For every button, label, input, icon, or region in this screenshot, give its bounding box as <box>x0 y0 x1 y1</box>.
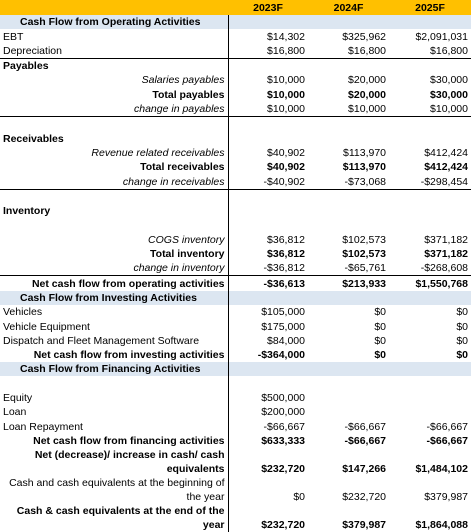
value-cell-2024F: $102,573 <box>342 233 386 246</box>
value-cell-2025F: -$66,667 <box>426 420 468 433</box>
row-label: Salaries payables <box>141 74 225 87</box>
value-cell-2025F <box>389 391 471 405</box>
value-cell-2023F: $36,812 <box>228 232 308 246</box>
table-row <box>0 102 471 117</box>
value-cell-2025F <box>389 376 471 390</box>
row-label: change in inventory <box>0 261 228 276</box>
row-label: Equity <box>3 392 33 405</box>
table-row <box>0 334 471 348</box>
value-cell-2025F: $1,864,088 <box>415 518 468 531</box>
value-cell-2025F: -$298,454 <box>389 174 471 189</box>
table-row <box>0 376 471 390</box>
value-cell-2025F <box>389 218 471 232</box>
row-label: Net cash flow from investing activities <box>33 349 225 362</box>
value-cell-2023F: $500,000 <box>228 391 308 405</box>
value-cell-2023F: -$66,667 <box>228 419 308 433</box>
row-label: Cash Flow from Operating Activities <box>0 15 228 29</box>
row-label: change in receivables <box>0 174 228 189</box>
value-cell-2023F: $10,000 <box>228 87 308 101</box>
table-row <box>0 73 471 87</box>
value-cell-2024F: $102,573 <box>342 248 386 261</box>
table-row <box>0 58 471 73</box>
value-cell-2025F: $379,987 <box>424 490 468 503</box>
row-label: COGS inventory <box>148 233 225 246</box>
value-cell-2024F <box>308 218 389 232</box>
value-cell-2023F: $232,720 <box>228 504 308 532</box>
value-cell-2023F: $84,000 <box>228 334 308 348</box>
value-cell-2024F: $379,987 <box>342 518 386 531</box>
value-cell-2024F: $325,962 <box>342 30 386 43</box>
value-cell-2024F <box>308 391 389 405</box>
value-cell-2025F <box>389 15 471 29</box>
section-header-row <box>0 362 471 376</box>
table-row <box>0 87 471 101</box>
value-cell-2023F <box>228 15 308 29</box>
value-cell-2023F: $0 <box>228 476 308 504</box>
value-cell-2024F <box>308 131 389 145</box>
value-cell-2024F: $147,266 <box>342 462 386 475</box>
header-year-2023: 2023F <box>228 0 308 15</box>
row-label: Loan Repayment <box>3 420 83 433</box>
value-cell-2024F: $16,800 <box>308 44 389 59</box>
value-cell-2024F: -$66,667 <box>344 420 386 433</box>
value-cell-2024F <box>308 117 389 132</box>
table-row <box>0 117 471 132</box>
table-row <box>0 218 471 232</box>
value-cell-2025F <box>389 405 471 419</box>
value-cell-2023F: -$36,613 <box>228 276 308 291</box>
row-label: Cash & cash equivalents at the end of the year <box>16 504 225 531</box>
row-label: Cash Flow from Financing Activities <box>0 362 228 376</box>
value-cell-2023F: -$36,812 <box>228 261 308 276</box>
row-label: Total receivables <box>140 161 225 174</box>
row-label: Net cash flow from financing activities <box>33 434 225 447</box>
value-cell-2025F: $1,484,102 <box>415 462 468 475</box>
row-label <box>0 218 228 232</box>
value-cell-2024F: $0 <box>374 334 386 347</box>
value-cell-2024F: $0 <box>374 320 386 333</box>
value-cell-2024F: $113,970 <box>342 161 386 174</box>
header-row <box>0 0 471 15</box>
header-year-2025: 2025F <box>389 0 471 15</box>
row-label: Cash and cash equivalents at the beginning of the year <box>9 476 225 503</box>
row-label: Inventory <box>3 205 51 218</box>
table-row <box>0 405 471 419</box>
row-label <box>0 376 228 390</box>
value-cell-2025F <box>389 362 471 376</box>
row-label: Cash Flow from Investing Activities <box>0 291 228 305</box>
value-cell-2025F <box>389 58 471 73</box>
table-row <box>0 174 471 189</box>
value-cell-2025F <box>389 117 471 132</box>
table-row <box>0 160 471 174</box>
row-label <box>0 117 228 132</box>
value-cell-2025F: $30,000 <box>430 74 468 87</box>
value-cell-2025F <box>389 131 471 145</box>
value-cell-2025F <box>389 189 471 204</box>
value-cell-2023F: $40,902 <box>228 160 308 174</box>
value-cell-2024F: $20,000 <box>348 88 386 101</box>
value-cell-2025F: $30,000 <box>430 88 468 101</box>
table-row <box>0 434 471 448</box>
value-cell-2025F: $412,424 <box>424 146 468 159</box>
value-cell-2023F: $40,902 <box>228 146 308 160</box>
value-cell-2023F: $175,000 <box>228 319 308 333</box>
value-cell-2023F: $16,800 <box>228 44 308 59</box>
table-row <box>0 44 471 59</box>
row-label: change in payables <box>0 102 228 117</box>
value-cell-2024F: $0 <box>374 306 386 319</box>
value-cell-2025F: -$66,667 <box>426 434 468 447</box>
section-header-row <box>0 15 471 29</box>
table-row <box>0 348 471 362</box>
value-cell-2024F: $0 <box>374 349 386 362</box>
value-cell-2023F <box>228 204 308 218</box>
value-cell-2023F: -$364,000 <box>228 348 308 362</box>
table-row <box>0 391 471 405</box>
row-label: Depreciation <box>0 44 228 59</box>
table-row <box>0 261 471 276</box>
value-cell-2024F: -$66,667 <box>344 434 386 447</box>
header-year-2024: 2024F <box>308 0 389 15</box>
value-cell-2023F: $200,000 <box>228 405 308 419</box>
table-row <box>0 476 471 504</box>
table-row <box>0 319 471 333</box>
value-cell-2025F: $0 <box>456 334 468 347</box>
value-cell-2024F: $10,000 <box>308 102 389 117</box>
value-cell-2025F <box>389 204 471 218</box>
table-row <box>0 305 471 319</box>
section-header-row <box>0 291 471 305</box>
value-cell-2023F <box>228 58 308 73</box>
value-cell-2025F: -$268,608 <box>389 261 471 276</box>
value-cell-2023F <box>228 376 308 390</box>
value-cell-2023F: $633,333 <box>228 434 308 448</box>
value-cell-2023F: -$40,902 <box>228 174 308 189</box>
value-cell-2024F <box>308 189 389 204</box>
value-cell-2025F: $371,182 <box>424 248 468 261</box>
value-cell-2025F: $412,424 <box>424 161 468 174</box>
row-label: Vehicles <box>3 306 43 319</box>
value-cell-2024F <box>308 291 389 305</box>
value-cell-2023F <box>228 218 308 232</box>
value-cell-2023F <box>228 291 308 305</box>
value-cell-2024F: $113,970 <box>342 146 386 159</box>
table-row <box>0 504 471 532</box>
row-label: Total inventory <box>150 248 225 261</box>
value-cell-2025F: $371,182 <box>424 233 468 246</box>
table-row <box>0 29 471 43</box>
table-row <box>0 232 471 246</box>
table-row <box>0 146 471 160</box>
value-cell-2025F: $0 <box>456 320 468 333</box>
value-cell-2024F <box>308 204 389 218</box>
row-label: Receivables <box>3 132 64 145</box>
row-label: Loan <box>3 406 27 419</box>
row-label: Vehicle Equipment <box>3 320 90 333</box>
table-row <box>0 448 471 476</box>
value-cell-2024F: $232,720 <box>342 490 386 503</box>
table-row <box>0 189 471 204</box>
value-cell-2025F: $16,800 <box>389 44 471 59</box>
value-cell-2023F <box>228 362 308 376</box>
row-label: Total payables <box>152 88 225 101</box>
value-cell-2024F <box>308 376 389 390</box>
table-row <box>0 204 471 218</box>
table-row <box>0 419 471 433</box>
value-cell-2025F: $10,000 <box>389 102 471 117</box>
value-cell-2024F <box>308 405 389 419</box>
value-cell-2025F: $0 <box>456 306 468 319</box>
value-cell-2024F <box>308 15 389 29</box>
value-cell-2023F: $14,302 <box>228 29 308 43</box>
row-label <box>0 189 228 204</box>
value-cell-2025F: $2,091,031 <box>415 30 468 43</box>
value-cell-2025F: $0 <box>456 349 468 362</box>
row-label: Net cash flow from operating activities <box>31 277 225 290</box>
value-cell-2024F <box>308 362 389 376</box>
value-cell-2025F <box>389 291 471 305</box>
value-cell-2025F: $1,550,768 <box>415 277 468 290</box>
value-cell-2024F: -$73,068 <box>308 174 389 189</box>
value-cell-2023F <box>228 117 308 132</box>
value-cell-2023F: $36,812 <box>228 247 308 261</box>
value-cell-2023F: $10,000 <box>228 102 308 117</box>
table-row <box>0 131 471 145</box>
table-row <box>0 247 471 261</box>
row-label: Dispatch and Fleet Management Software <box>3 334 200 347</box>
value-cell-2023F: $105,000 <box>228 305 308 319</box>
value-cell-2023F <box>228 131 308 145</box>
value-cell-2024F <box>308 58 389 73</box>
value-cell-2024F: -$65,761 <box>308 261 389 276</box>
header-blank-cell <box>0 0 228 15</box>
value-cell-2023F: $232,720 <box>228 448 308 476</box>
table-row <box>0 276 471 291</box>
row-label: Revenue related receivables <box>91 146 225 159</box>
value-cell-2023F: $10,000 <box>228 73 308 87</box>
row-label: Payables <box>3 60 49 73</box>
row-label: Net (decrease)/ increase in cash/ cash equivalents <box>34 448 225 475</box>
value-cell-2024F: $20,000 <box>348 74 386 87</box>
value-cell-2024F: $213,933 <box>342 277 386 290</box>
value-cell-2023F <box>228 189 308 204</box>
row-label: EBT <box>3 30 24 43</box>
